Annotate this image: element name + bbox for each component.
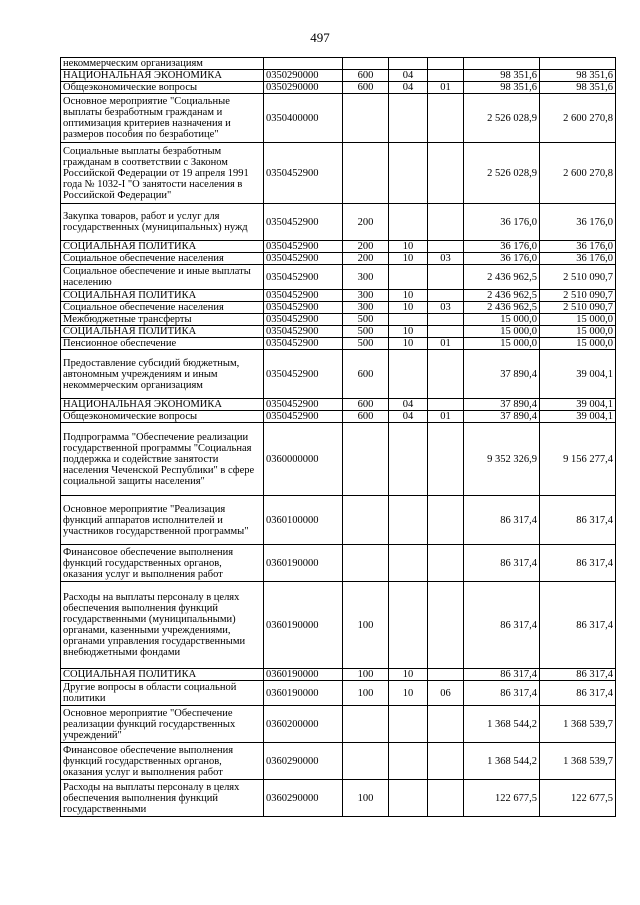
row-expense-type: 600	[343, 82, 389, 94]
row-section: 10	[389, 338, 428, 350]
row-expense-type: 500	[343, 326, 389, 338]
row-name: Основное мероприятие "Реализация функций аппаратов исполнителей и участников государственной программы"	[61, 496, 264, 545]
row-section	[389, 780, 428, 817]
row-section: 10	[389, 290, 428, 302]
table-row	[61, 241, 616, 253]
row-target-code: 0350452900	[264, 399, 343, 411]
row-amount-year1: 98 351,6	[464, 70, 540, 82]
row-subsection	[428, 423, 464, 496]
row-target-code: 0350290000	[264, 70, 343, 82]
row-amount-year1: 36 176,0	[464, 253, 540, 265]
row-subsection	[428, 496, 464, 545]
row-target-code: 0350452900	[264, 411, 343, 423]
row-name: Пенсионное обеспечение	[61, 338, 264, 350]
row-expense-type: 300	[343, 290, 389, 302]
row-target-code: 0350452900	[264, 314, 343, 326]
row-name: Социальное обеспечение населения	[61, 253, 264, 265]
row-amount-year2: 36 176,0	[540, 241, 616, 253]
row-target-code: 0350452900	[264, 265, 343, 290]
row-expense-type: 100	[343, 780, 389, 817]
budget-table	[60, 57, 616, 817]
row-section	[389, 204, 428, 241]
row-amount-year1: 15 000,0	[464, 314, 540, 326]
row-name: Другие вопросы в области социальной политики	[61, 681, 264, 706]
row-name: Социальное обеспечение и иные выплаты населению	[61, 265, 264, 290]
row-amount-year1: 2 436 962,5	[464, 265, 540, 290]
row-section	[389, 58, 428, 70]
row-expense-type: 600	[343, 411, 389, 423]
row-section: 10	[389, 669, 428, 681]
table-row	[61, 411, 616, 423]
row-amount-year2: 1 368 539,7	[540, 743, 616, 780]
row-expense-type: 200	[343, 241, 389, 253]
row-name: СОЦИАЛЬНАЯ ПОЛИТИКА	[61, 290, 264, 302]
row-name: НАЦИОНАЛЬНАЯ ЭКОНОМИКА	[61, 399, 264, 411]
row-subsection: 01	[428, 411, 464, 423]
row-amount-year2: 36 176,0	[540, 204, 616, 241]
row-expense-type: 500	[343, 338, 389, 350]
row-subsection: 01	[428, 338, 464, 350]
row-subsection	[428, 204, 464, 241]
row-amount-year2: 86 317,4	[540, 669, 616, 681]
table-row	[61, 338, 616, 350]
row-target-code: 0350452900	[264, 204, 343, 241]
row-amount-year1: 86 317,4	[464, 545, 540, 582]
table-row	[61, 70, 616, 82]
row-subsection	[428, 743, 464, 780]
row-name: Основное мероприятие "Социальные выплаты безработным гражданам и оптимизация критериев назначения и размеров пособия по безработице"	[61, 94, 264, 143]
row-amount-year1: 86 317,4	[464, 496, 540, 545]
row-section	[389, 706, 428, 743]
row-section	[389, 423, 428, 496]
row-expense-type: 100	[343, 582, 389, 669]
row-target-code	[264, 58, 343, 70]
row-amount-year1: 36 176,0	[464, 204, 540, 241]
row-name: Общеэкономические вопросы	[61, 411, 264, 423]
row-subsection	[428, 143, 464, 204]
row-section	[389, 743, 428, 780]
row-section: 04	[389, 82, 428, 94]
row-expense-type	[343, 423, 389, 496]
table-row	[61, 681, 616, 706]
row-target-code: 0360100000	[264, 496, 343, 545]
row-subsection	[428, 58, 464, 70]
row-target-code: 0350452900	[264, 241, 343, 253]
table-row	[61, 290, 616, 302]
table-row	[61, 780, 616, 817]
row-subsection	[428, 290, 464, 302]
row-target-code: 0350400000	[264, 94, 343, 143]
row-name: Закупка товаров, работ и услуг для государственных (муниципальных) нужд	[61, 204, 264, 241]
row-section	[389, 545, 428, 582]
row-expense-type: 300	[343, 265, 389, 290]
row-expense-type	[343, 94, 389, 143]
row-target-code: 0360000000	[264, 423, 343, 496]
row-name: Финансовое обеспечение выполнения функций государственных органов, оказания услуг и выполнения работ	[61, 743, 264, 780]
row-target-code: 0350290000	[264, 82, 343, 94]
row-amount-year1: 9 352 326,9	[464, 423, 540, 496]
page-number: 497	[310, 30, 330, 45]
row-section	[389, 143, 428, 204]
row-subsection	[428, 241, 464, 253]
row-amount-year2: 98 351,6	[540, 70, 616, 82]
row-subsection	[428, 582, 464, 669]
row-amount-year1: 2 436 962,5	[464, 290, 540, 302]
row-subsection	[428, 70, 464, 82]
row-expense-type	[343, 545, 389, 582]
row-name: Расходы на выплаты персоналу в целях обеспечения выполнения функций государственными	[61, 780, 264, 817]
row-section: 10	[389, 302, 428, 314]
row-subsection	[428, 350, 464, 399]
row-subsection	[428, 545, 464, 582]
table-row	[61, 496, 616, 545]
row-expense-type: 300	[343, 302, 389, 314]
row-name: Расходы на выплаты персоналу в целях обеспечения выполнения функций государственными (муниципальными) органами, казенными учреждениями, органами управления государственными внебюджетными фондами	[61, 582, 264, 669]
row-target-code: 0360190000	[264, 582, 343, 669]
row-expense-type	[343, 143, 389, 204]
table-body	[61, 58, 616, 817]
row-amount-year1: 36 176,0	[464, 241, 540, 253]
row-target-code: 0350452900	[264, 253, 343, 265]
row-amount-year2: 39 004,1	[540, 411, 616, 423]
table-row	[61, 399, 616, 411]
row-target-code: 0360290000	[264, 780, 343, 817]
row-subsection	[428, 314, 464, 326]
row-expense-type: 500	[343, 314, 389, 326]
row-section: 10	[389, 253, 428, 265]
row-expense-type	[343, 496, 389, 545]
row-subsection	[428, 706, 464, 743]
table-row	[61, 302, 616, 314]
row-name: СОЦИАЛЬНАЯ ПОЛИТИКА	[61, 669, 264, 681]
row-amount-year1: 122 677,5	[464, 780, 540, 817]
row-amount-year2: 86 317,4	[540, 582, 616, 669]
table-row	[61, 582, 616, 669]
row-expense-type: 600	[343, 70, 389, 82]
row-subsection	[428, 399, 464, 411]
row-expense-type: 600	[343, 350, 389, 399]
row-name: Основное мероприятие "Обеспечение реализации функций государственных учреждений"	[61, 706, 264, 743]
row-amount-year2: 98 351,6	[540, 82, 616, 94]
row-expense-type	[343, 58, 389, 70]
row-target-code: 0350452900	[264, 350, 343, 399]
row-amount-year2: 2 510 090,7	[540, 290, 616, 302]
row-amount-year2: 9 156 277,4	[540, 423, 616, 496]
row-amount-year1: 37 890,4	[464, 411, 540, 423]
row-target-code: 0350452900	[264, 143, 343, 204]
row-name: НАЦИОНАЛЬНАЯ ЭКОНОМИКА	[61, 70, 264, 82]
row-amount-year2: 15 000,0	[540, 338, 616, 350]
row-subsection	[428, 265, 464, 290]
row-subsection	[428, 669, 464, 681]
table-row	[61, 58, 616, 70]
row-amount-year2: 86 317,4	[540, 545, 616, 582]
row-target-code: 0360190000	[264, 545, 343, 582]
row-target-code: 0350452900	[264, 338, 343, 350]
row-amount-year1: 37 890,4	[464, 350, 540, 399]
row-section	[389, 582, 428, 669]
table-row	[61, 706, 616, 743]
table-row	[61, 743, 616, 780]
row-subsection: 03	[428, 253, 464, 265]
row-amount-year1	[464, 58, 540, 70]
row-amount-year1: 86 317,4	[464, 669, 540, 681]
row-subsection	[428, 326, 464, 338]
row-amount-year2: 1 368 539,7	[540, 706, 616, 743]
row-section: 10	[389, 241, 428, 253]
table-row	[61, 669, 616, 681]
row-section	[389, 314, 428, 326]
row-name: СОЦИАЛЬНАЯ ПОЛИТИКА	[61, 326, 264, 338]
row-name: Социальное обеспечение населения	[61, 302, 264, 314]
row-subsection: 06	[428, 681, 464, 706]
row-amount-year2: 2 510 090,7	[540, 265, 616, 290]
row-expense-type	[343, 706, 389, 743]
row-amount-year1: 86 317,4	[464, 582, 540, 669]
table-row	[61, 253, 616, 265]
row-expense-type: 100	[343, 681, 389, 706]
row-amount-year2: 86 317,4	[540, 496, 616, 545]
table-row	[61, 326, 616, 338]
table-row	[61, 314, 616, 326]
row-target-code: 0360190000	[264, 681, 343, 706]
row-amount-year1: 2 526 028,9	[464, 143, 540, 204]
row-section: 04	[389, 399, 428, 411]
table-row	[61, 545, 616, 582]
row-name: Межбюджетные трансферты	[61, 314, 264, 326]
row-amount-year2: 2 510 090,7	[540, 302, 616, 314]
row-name: некоммерческим организациям	[61, 58, 264, 70]
row-amount-year2: 36 176,0	[540, 253, 616, 265]
row-expense-type: 100	[343, 669, 389, 681]
row-amount-year2: 39 004,1	[540, 350, 616, 399]
row-amount-year1: 15 000,0	[464, 326, 540, 338]
row-subsection: 01	[428, 82, 464, 94]
row-amount-year2: 15 000,0	[540, 326, 616, 338]
row-target-code: 0360290000	[264, 743, 343, 780]
row-target-code: 0350452900	[264, 290, 343, 302]
row-subsection	[428, 94, 464, 143]
row-name: Социальные выплаты безработным гражданам в соответствии с Законом Российской Федерации от 19 апреля 1991 года № 1032-I "О занятости населения в Российской Федерации"	[61, 143, 264, 204]
row-section	[389, 94, 428, 143]
row-amount-year1: 86 317,4	[464, 681, 540, 706]
row-subsection	[428, 780, 464, 817]
row-target-code: 0360200000	[264, 706, 343, 743]
row-section: 10	[389, 326, 428, 338]
row-name: Финансовое обеспечение выполнения функций государственных органов, оказания услуг и выполнения работ	[61, 545, 264, 582]
row-section	[389, 496, 428, 545]
row-expense-type: 600	[343, 399, 389, 411]
row-section: 04	[389, 70, 428, 82]
row-expense-type: 200	[343, 204, 389, 241]
table-row	[61, 423, 616, 496]
row-section: 10	[389, 681, 428, 706]
table-row	[61, 143, 616, 204]
row-amount-year1: 2 436 962,5	[464, 302, 540, 314]
row-target-code: 0350452900	[264, 326, 343, 338]
row-target-code: 0360190000	[264, 669, 343, 681]
row-amount-year1: 37 890,4	[464, 399, 540, 411]
row-amount-year1: 98 351,6	[464, 82, 540, 94]
table-row	[61, 94, 616, 143]
row-name: Предоставление субсидий бюджетным, автономным учреждениям и иным некоммерческим организациям	[61, 350, 264, 399]
row-section	[389, 350, 428, 399]
row-name: Подпрограмма "Обеспечение реализации государственной программы "Социальная поддержка и содействие занятости населения Чеченской Республики" в сфере социальной защиты населения"	[61, 423, 264, 496]
row-section: 04	[389, 411, 428, 423]
row-amount-year2: 122 677,5	[540, 780, 616, 817]
row-amount-year2: 86 317,4	[540, 681, 616, 706]
row-expense-type: 200	[343, 253, 389, 265]
table-row	[61, 350, 616, 399]
row-target-code: 0350452900	[264, 302, 343, 314]
row-expense-type	[343, 743, 389, 780]
row-amount-year2	[540, 58, 616, 70]
row-amount-year1: 1 368 544,2	[464, 706, 540, 743]
table-row	[61, 82, 616, 94]
row-amount-year2: 15 000,0	[540, 314, 616, 326]
row-amount-year1: 2 526 028,9	[464, 94, 540, 143]
table-row	[61, 204, 616, 241]
row-amount-year1: 1 368 544,2	[464, 743, 540, 780]
row-section	[389, 265, 428, 290]
row-name: Общеэкономические вопросы	[61, 82, 264, 94]
row-amount-year2: 39 004,1	[540, 399, 616, 411]
row-subsection: 03	[428, 302, 464, 314]
table-row	[61, 265, 616, 290]
row-amount-year1: 15 000,0	[464, 338, 540, 350]
row-amount-year2: 2 600 270,8	[540, 143, 616, 204]
row-amount-year2: 2 600 270,8	[540, 94, 616, 143]
row-name: СОЦИАЛЬНАЯ ПОЛИТИКА	[61, 241, 264, 253]
